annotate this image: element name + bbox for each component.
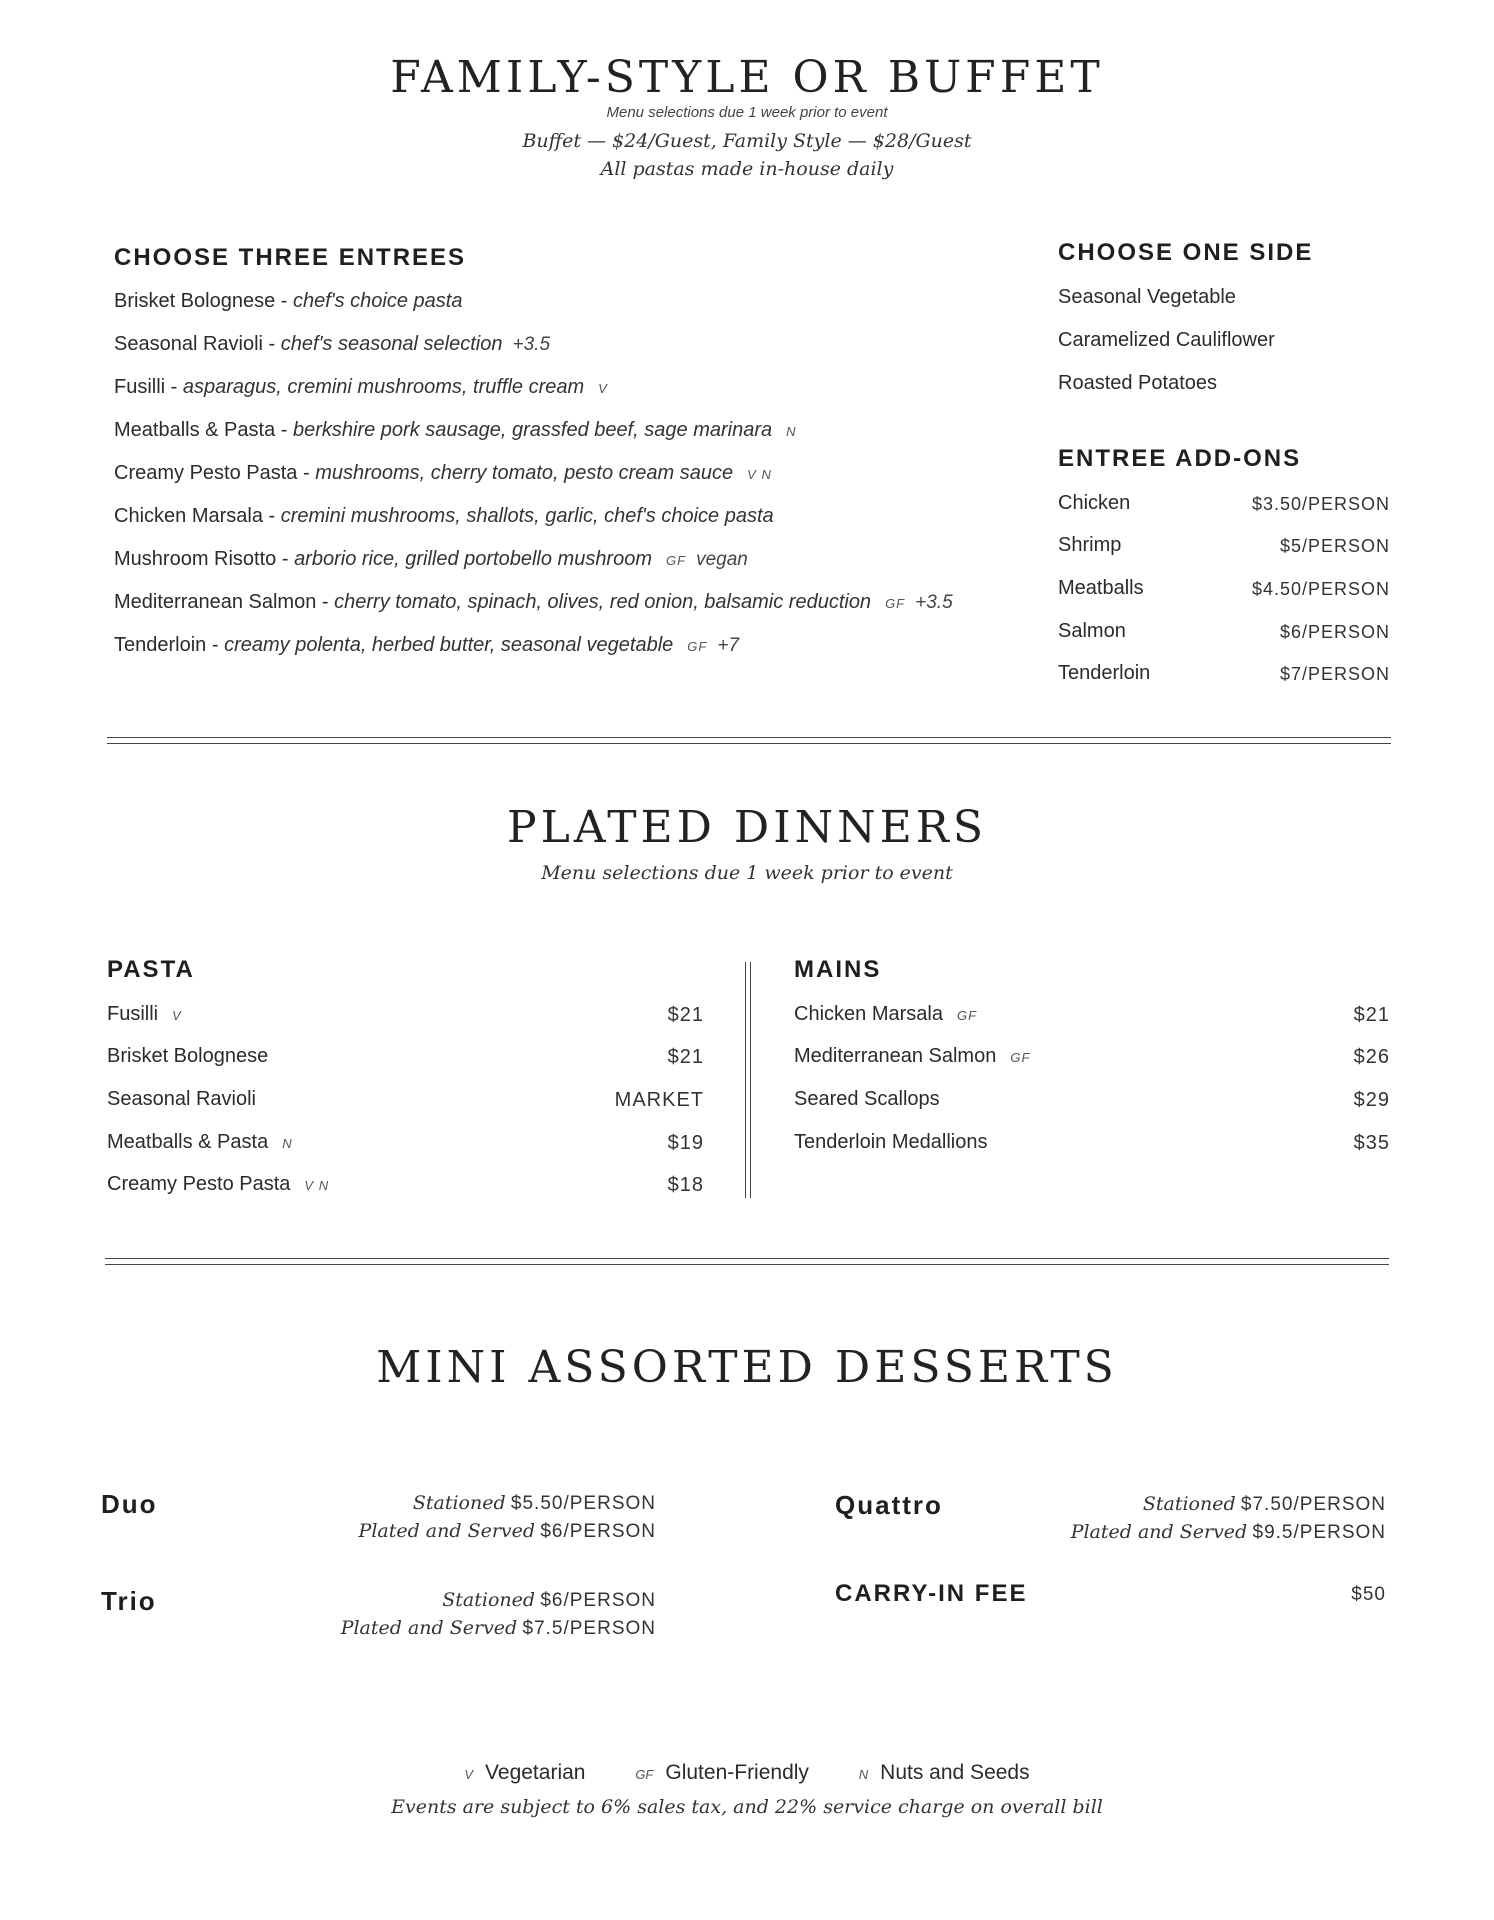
family-due-note: Menu selections due 1 week prior to event (606, 104, 888, 121)
addon-name: Tenderloin (1058, 662, 1151, 684)
pasta-price: $18 (667, 1174, 704, 1196)
table-row: Chicken Marsala GF (794, 1003, 978, 1025)
table-row: Fusilli V (107, 1003, 182, 1025)
addon-price: $4.50/PERSON (1251, 579, 1390, 599)
family-pricing: Buffet — $24/Guest, Family Style — $28/Guest (522, 130, 972, 152)
list-item: Seasonal Vegetable (1058, 286, 1236, 308)
pasta-heading: PASTA (107, 956, 195, 983)
pasta-price: $21 (667, 1046, 704, 1068)
list-item: Mediterranean Salmon - cherry tomato, spinach, olives, red onion, balsamic reduction GF +3.5 (114, 591, 953, 613)
mains-price: $29 (1353, 1089, 1390, 1111)
list-item: Caramelized Cauliflower (1058, 329, 1275, 351)
list-item: Brisket Bolognese - chef's choice pasta (114, 290, 463, 312)
list-item: Chicken Marsala - cremini mushrooms, shallots, garlic, chef's choice pasta (114, 505, 774, 527)
dessert-trio-plated: Plated and Served $7.5/PERSON (340, 1617, 656, 1639)
dessert-duo-stationed: Stationed $5.50/PERSON (412, 1492, 656, 1514)
addon-price: $6/PERSON (1279, 622, 1390, 642)
pasta-price: $19 (667, 1132, 704, 1154)
carry-in-fee-label: CARRY-IN FEE (835, 1580, 1028, 1607)
mains-heading: MAINS (794, 956, 882, 983)
dessert-quattro-plated: Plated and Served $9.5/PERSON (1070, 1521, 1386, 1543)
gluten-friendly-symbol: GF (635, 1767, 654, 1782)
table-row: Seasonal Ravioli (107, 1088, 256, 1110)
section-divider (107, 737, 1391, 744)
table-row: Tenderloin Medallions (794, 1131, 988, 1153)
list-item: Roasted Potatoes (1058, 372, 1217, 394)
addon-price: $3.50/PERSON (1251, 494, 1390, 514)
tax-note: Events are subject to 6% sales tax, and 22% service charge on overall bill (391, 1796, 1103, 1818)
family-pasta-note: All pastas made in-house daily (600, 158, 894, 180)
addon-name: Chicken (1058, 492, 1131, 514)
dietary-legend (0, 1761, 1494, 1785)
table-row: Meatballs & Pasta N (107, 1131, 293, 1153)
list-item: Tenderloin - creamy polenta, herbed butter, seasonal vegetable GF +7 (114, 634, 740, 656)
nuts-symbol: N (858, 1767, 869, 1782)
desserts-title: MINI ASSORTED DESSERTS (376, 1342, 1118, 1393)
addon-name: Shrimp (1058, 534, 1122, 556)
family-title: FAMILY-STYLE OR BUFFET (390, 52, 1104, 103)
dessert-trio: Trio (101, 1586, 157, 1616)
list-item: Seasonal Ravioli - chef's seasonal selection +3.5 (114, 333, 551, 355)
carry-in-fee-price: $50 (1351, 1584, 1386, 1605)
gluten-friendly-label: Gluten-Friendly (665, 1761, 809, 1784)
vegetarian-label: Vegetarian (485, 1761, 586, 1784)
list-item: Mushroom Risotto - arborio rice, grilled portobello mushroom GF vegan (114, 548, 748, 570)
list-item: Creamy Pesto Pasta - mushrooms, cherry tomato, pesto cream sauce V N (114, 462, 772, 484)
addon-name: Salmon (1058, 620, 1126, 642)
section-divider (105, 1258, 1389, 1265)
mains-price: $35 (1353, 1132, 1390, 1154)
nuts-label: Nuts and Seeds (880, 1761, 1030, 1784)
table-row: Seared Scallops (794, 1088, 940, 1110)
table-row: Mediterranean Salmon GF (794, 1045, 1031, 1067)
table-row: Creamy Pesto Pasta V N (107, 1173, 330, 1195)
list-item: Meatballs & Pasta - berkshire pork sausage, grassfed beef, sage marinara N (114, 419, 797, 441)
dessert-quattro: Quattro (835, 1490, 943, 1520)
column-divider (745, 962, 751, 1198)
pasta-price: MARKET (614, 1089, 704, 1111)
vegetarian-symbol: V (464, 1767, 474, 1782)
plated-due-note: Menu selections due 1 week prior to event (541, 862, 953, 884)
mains-price: $26 (1353, 1046, 1390, 1068)
pasta-price: $21 (667, 1004, 704, 1026)
dessert-duo-plated: Plated and Served $6/PERSON (358, 1520, 656, 1542)
side-heading: CHOOSE ONE SIDE (1058, 239, 1314, 266)
plated-title: PLATED DINNERS (507, 802, 987, 853)
entrees-heading: CHOOSE THREE ENTREES (114, 244, 467, 271)
dessert-quattro-stationed: Stationed $7.50/PERSON (1142, 1493, 1386, 1515)
addon-price: $5/PERSON (1279, 536, 1390, 556)
addons-heading: ENTREE ADD-ONS (1058, 445, 1302, 472)
table-row: Brisket Bolognese (107, 1045, 269, 1067)
dessert-duo: Duo (101, 1489, 158, 1519)
addon-name: Meatballs (1058, 577, 1144, 599)
list-item: Fusilli - asparagus, cremini mushrooms, truffle cream V (114, 376, 608, 398)
addon-price: $7/PERSON (1279, 664, 1390, 684)
mains-price: $21 (1353, 1004, 1390, 1026)
dessert-trio-stationed: Stationed $6/PERSON (442, 1589, 656, 1611)
